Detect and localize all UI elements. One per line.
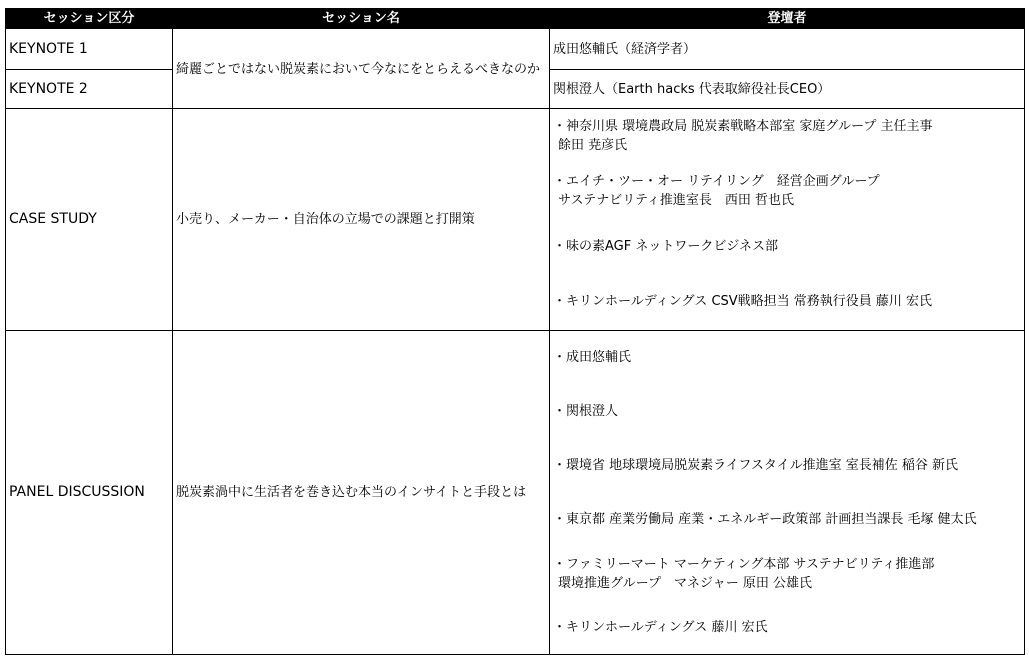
speaker-keynote2: 関根澄人（Earth hacks 代表取締役社長CEO） (550, 70, 1025, 109)
session-title-panel: 脱炭素渦中に生活者を巻き込む本当のインサイトと手段とは (173, 331, 550, 655)
header-session-type: セッション区分 (6, 9, 173, 29)
list-item: ・神奈川県 環境農政局 脱炭素戦略本部室 家庭グループ 主任主事 餘田 尭彦氏 (553, 119, 933, 153)
list-item: ・味の素AGF ネットワークビジネス部 (553, 239, 778, 254)
session-table-sheet (5, 8, 1024, 663)
list-item: ・キリンホールディングス 藤川 宏氏 (553, 620, 768, 635)
session-title-keynote (173, 29, 550, 109)
header-speakers: 登壇者 (550, 9, 1025, 29)
session-table (5, 8, 1025, 655)
table-row-keynote1 (6, 29, 1025, 70)
keynote-title-text: 綺麗ごとではない脱炭素において今なにをとらえるべきなのか (176, 61, 541, 77)
header-session-name: セッション名 (173, 9, 550, 29)
session-type-keynote2: KEYNOTE 2 (6, 70, 173, 109)
list-item: ・東京都 産業労働局 産業・エネルギー政策部 計画担当課長 毛塚 健太氏 (553, 512, 977, 527)
speakers-case-study (550, 109, 1025, 331)
session-title-case-study: 小売り、メーカー・自治体の立場での課題と打開策 (173, 109, 550, 331)
list-item: ・関根澄人 (553, 404, 619, 419)
list-item: ・エイチ・ツー・オー リテイリング 経営企画グループ サステナビリティ推進室長 西田 哲也氏 (553, 174, 880, 208)
session-type-keynote1: KEYNOTE 1 (6, 29, 173, 70)
speakers-panel (550, 331, 1025, 655)
table-row-case-study (6, 109, 1025, 331)
list-item: ・キリンホールディングス CSV戦略担当 常務執行役員 藤川 宏氏 (553, 294, 933, 309)
table-row-panel (6, 331, 1025, 655)
list-item: ・環境省 地球環境局脱炭素ライフスタイル推進室 室長補佐 稲谷 新氏 (553, 458, 958, 473)
session-type-case-study: CASE STUDY (6, 109, 173, 331)
list-item: ・ファミリーマート マーケティング本部 サステナビリティ推進部 環境推進グループ マネジャー 原田 公雄氏 (553, 557, 935, 591)
list-item: ・成田悠輔氏 (553, 350, 632, 365)
header-row (6, 9, 1025, 29)
session-type-panel: PANEL DISCUSSION (6, 331, 173, 655)
speaker-keynote1: 成田悠輔氏（経済学者） (550, 29, 1025, 70)
